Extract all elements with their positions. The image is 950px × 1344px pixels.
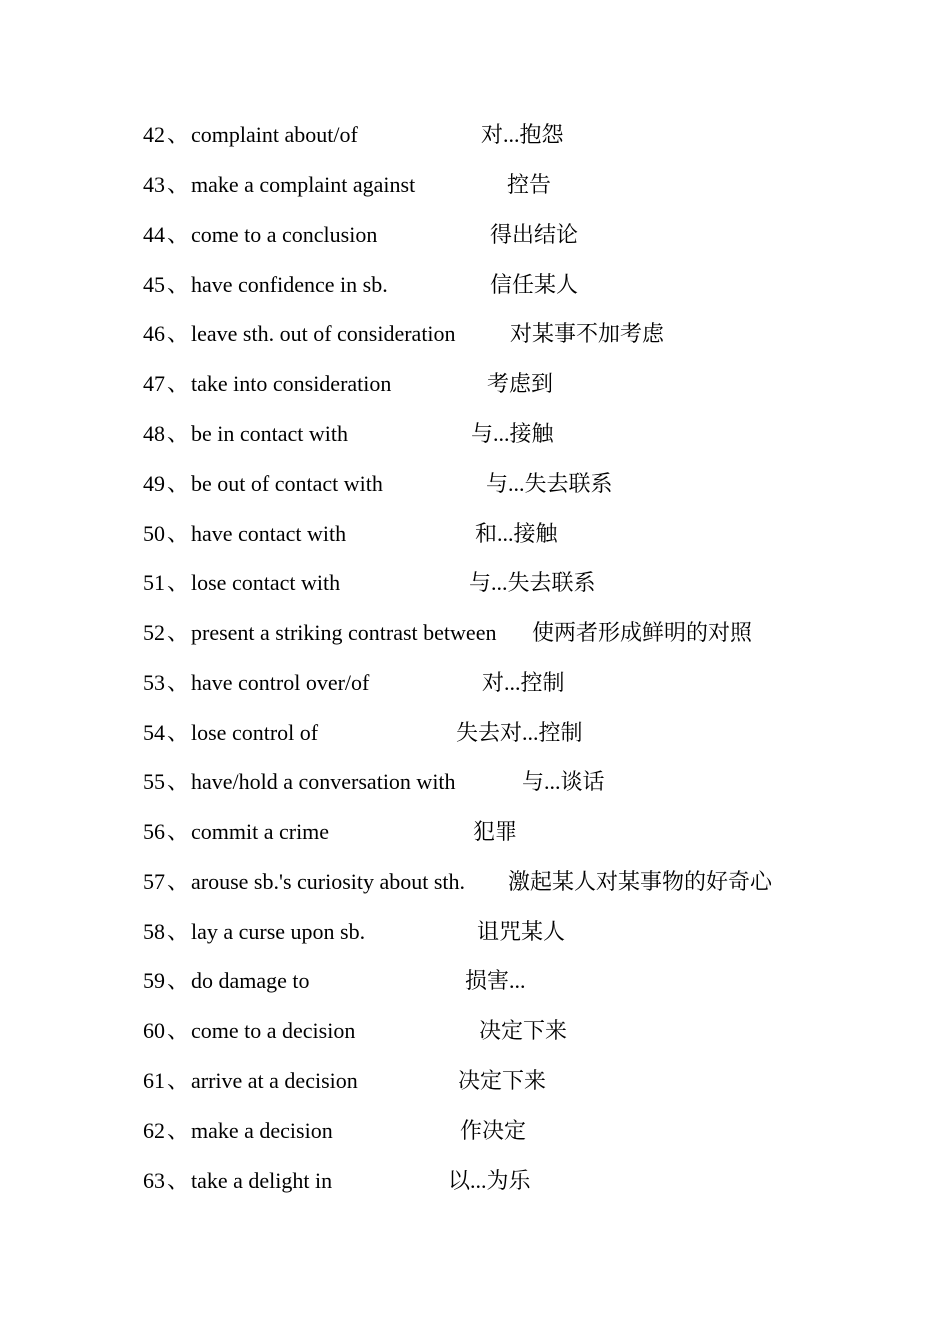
- entry-number: 60: [143, 1018, 165, 1043]
- entry-number: 59: [143, 968, 165, 993]
- entry-separator: 、: [167, 1068, 190, 1093]
- entry-separator: 、: [167, 371, 190, 396]
- entry-number: 54: [143, 720, 165, 745]
- entry-meaning: 使两者形成鲜明的对照: [532, 620, 753, 645]
- entry-meaning: 损害...: [465, 968, 526, 993]
- entry-number: 57: [143, 869, 165, 894]
- list-item: [0, 663, 950, 703]
- list-item: [0, 464, 950, 504]
- entry-separator: 、: [167, 421, 190, 446]
- list-item: [0, 1161, 950, 1201]
- entry-phrase: be in contact with: [191, 421, 349, 446]
- entry-phrase: make a complaint against: [191, 172, 416, 197]
- entry-number: 56: [143, 819, 165, 844]
- entry-phrase: have control over/of: [191, 670, 370, 695]
- entry-number: 45: [143, 272, 165, 297]
- entry-separator: 、: [167, 521, 190, 546]
- entry-separator: 、: [167, 272, 190, 297]
- entry-phrase: make a decision: [191, 1118, 333, 1143]
- entry-separator: 、: [167, 471, 190, 496]
- entry-meaning: 控告: [507, 172, 552, 197]
- list-item: [0, 1061, 950, 1101]
- entry-number: 62: [143, 1118, 165, 1143]
- list-item: [0, 812, 950, 852]
- entry-number: 61: [143, 1068, 165, 1093]
- entry-phrase: have contact with: [191, 521, 347, 546]
- list-item: [0, 115, 950, 155]
- entry-phrase: present a striking contrast between: [191, 620, 497, 645]
- entry-phrase: have/hold a conversation with: [191, 769, 456, 794]
- entry-number: 51: [143, 570, 165, 595]
- entry-meaning: 犯罪: [473, 819, 518, 844]
- entry-separator: 、: [167, 769, 190, 794]
- entry-phrase: be out of contact with: [191, 471, 383, 496]
- entry-meaning: 与...失去联系: [486, 471, 613, 496]
- entry-phrase: commit a crime: [191, 819, 330, 844]
- entry-separator: 、: [167, 819, 190, 844]
- entry-separator: 、: [167, 869, 190, 894]
- list-item: [0, 613, 950, 653]
- entry-meaning: 考虑到: [487, 371, 554, 396]
- entry-separator: 、: [167, 321, 190, 346]
- list-item: [0, 265, 950, 305]
- entry-meaning: 与...谈话: [522, 769, 605, 794]
- entry-number: 49: [143, 471, 165, 496]
- entry-number: 63: [143, 1168, 165, 1193]
- list-item: [0, 713, 950, 753]
- list-item: [0, 912, 950, 952]
- entry-separator: 、: [167, 968, 190, 993]
- list-item: [0, 314, 950, 354]
- entry-number: 42: [143, 122, 165, 147]
- entry-meaning: 对...抱怨: [481, 122, 564, 147]
- entry-meaning: 激起某人对某事物的好奇心: [508, 869, 773, 894]
- list-item: [0, 215, 950, 255]
- list-item: [0, 364, 950, 404]
- entry-meaning: 与...接触: [471, 421, 554, 446]
- list-item: [0, 961, 950, 1001]
- entry-number: 43: [143, 172, 165, 197]
- list-item: [0, 414, 950, 454]
- entry-meaning: 诅咒某人: [477, 919, 566, 944]
- entry-separator: 、: [167, 1018, 190, 1043]
- entry-meaning: 作决定: [460, 1118, 527, 1143]
- entry-meaning: 信任某人: [490, 272, 579, 297]
- entry-separator: 、: [167, 620, 190, 645]
- entry-phrase: take a delight in: [191, 1168, 333, 1193]
- entry-meaning: 以...为乐: [448, 1168, 531, 1193]
- entry-separator: 、: [167, 222, 190, 247]
- entry-phrase: do damage to: [191, 968, 310, 993]
- entry-number: 58: [143, 919, 165, 944]
- entry-number: 55: [143, 769, 165, 794]
- list-item: [0, 862, 950, 902]
- entry-phrase: lose contact with: [191, 570, 341, 595]
- entry-number: 44: [143, 222, 165, 247]
- entry-meaning: 得出结论: [490, 222, 579, 247]
- entry-number: 48: [143, 421, 165, 446]
- entry-phrase: arouse sb.'s curiosity about sth.: [191, 869, 466, 894]
- entry-phrase: come to a decision: [191, 1018, 356, 1043]
- entry-phrase: take into consideration: [191, 371, 392, 396]
- list-item: [0, 514, 950, 554]
- entry-number: 50: [143, 521, 165, 546]
- entry-number: 53: [143, 670, 165, 695]
- entry-separator: 、: [167, 1168, 190, 1193]
- entry-separator: 、: [167, 1118, 190, 1143]
- entry-phrase: lay a curse upon sb.: [191, 919, 366, 944]
- entry-meaning: 对...控制: [482, 670, 565, 695]
- entry-meaning: 对某事不加考虑: [510, 321, 665, 346]
- list-item: [0, 1011, 950, 1051]
- list-item: [0, 165, 950, 205]
- entry-meaning: 与...失去联系: [469, 570, 596, 595]
- entry-number: 46: [143, 321, 165, 346]
- list-item: [0, 563, 950, 603]
- entry-phrase: leave sth. out of consideration: [191, 321, 456, 346]
- entry-number: 52: [143, 620, 165, 645]
- entry-separator: 、: [167, 570, 190, 595]
- list-item: [0, 1111, 950, 1151]
- entry-phrase: have confidence in sb.: [191, 272, 388, 297]
- entry-separator: 、: [167, 670, 190, 695]
- entry-separator: 、: [167, 172, 190, 197]
- entry-number: 47: [143, 371, 165, 396]
- entry-phrase: come to a conclusion: [191, 222, 378, 247]
- entry-separator: 、: [167, 122, 190, 147]
- entry-meaning: 和...接触: [475, 521, 558, 546]
- list-item: [0, 762, 950, 802]
- entry-phrase: lose control of: [191, 720, 319, 745]
- entry-separator: 、: [167, 720, 190, 745]
- entry-separator: 、: [167, 919, 190, 944]
- entry-meaning: 决定下来: [479, 1018, 568, 1043]
- entry-phrase: complaint about/of: [191, 122, 358, 147]
- entry-meaning: 决定下来: [458, 1068, 547, 1093]
- entry-phrase: arrive at a decision: [191, 1068, 358, 1093]
- entry-meaning: 失去对...控制: [456, 720, 583, 745]
